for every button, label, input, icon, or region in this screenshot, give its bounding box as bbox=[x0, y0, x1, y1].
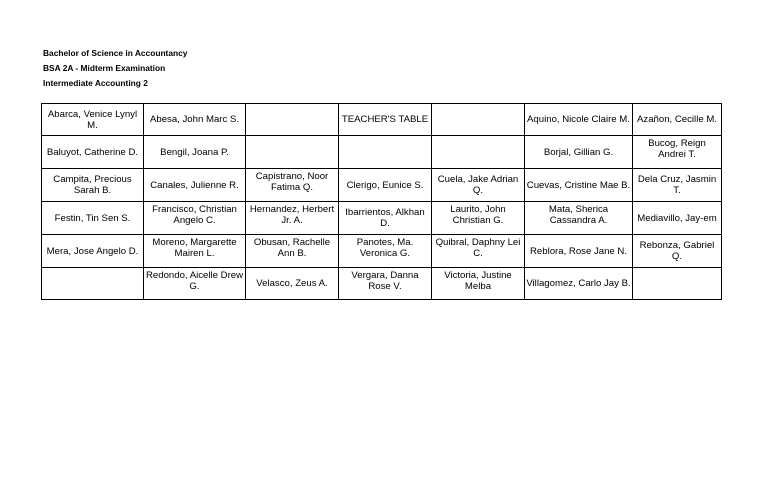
teacher-table-cell: TEACHER'S TABLE bbox=[339, 104, 432, 136]
seat-cell: Francisco, Christian Angelo C. bbox=[144, 202, 246, 235]
seat-cell: Festin, Tin Sen S. bbox=[42, 202, 144, 235]
seat-cell: Aquino, Nicole Claire M. bbox=[525, 104, 633, 136]
seat-cell: Canales, Julienne R. bbox=[144, 169, 246, 202]
seat-cell: Cuevas, Cristine Mae B. bbox=[525, 169, 633, 202]
exam-title: BSA 2A - Midterm Examination bbox=[43, 63, 166, 73]
seat-cell: Reblora, Rose Jane N. bbox=[525, 235, 633, 268]
seat-row bbox=[42, 202, 722, 235]
seat-cell bbox=[633, 268, 722, 300]
seat-cell: Mera, Jose Angelo D. bbox=[42, 235, 144, 268]
seat-cell: Abarca, Venice Lynyl M. bbox=[42, 104, 144, 136]
seat-cell bbox=[246, 104, 339, 136]
seat-cell bbox=[42, 268, 144, 300]
seat-cell: Clerigo, Eunice S. bbox=[339, 169, 432, 202]
seat-row bbox=[42, 235, 722, 268]
seat-cell: Bucog, Reign Andrei T. bbox=[633, 136, 722, 169]
seat-cell: Cuela, Jake Adrian Q. bbox=[432, 169, 525, 202]
program-title: Bachelor of Science in Accountancy bbox=[43, 48, 188, 58]
seat-cell: Villagomez, Carlo Jay B. bbox=[525, 268, 633, 300]
seat-cell: Bengil, Joana P. bbox=[144, 136, 246, 169]
document-header bbox=[43, 46, 187, 91]
seat-cell bbox=[246, 136, 339, 169]
seat-cell: Borjal, Gillian G. bbox=[525, 136, 633, 169]
seat-cell: Abesa, John Marc S. bbox=[144, 104, 246, 136]
seat-cell: Rebonza, Gabriel Q. bbox=[633, 235, 722, 268]
seat-cell: Ibarrientos, Alkhan D. bbox=[339, 202, 432, 235]
seat-cell: Laurito, John Christian G. bbox=[432, 202, 525, 235]
seat-cell: Moreno, Margarette Mairen L. bbox=[144, 235, 246, 268]
seat-cell: Vergara, Danna Rose V. bbox=[339, 268, 432, 300]
seat-cell bbox=[432, 136, 525, 169]
seating-chart-table bbox=[41, 103, 722, 300]
seat-cell: Campita, Precious Sarah B. bbox=[42, 169, 144, 202]
seat-row bbox=[42, 136, 722, 169]
seat-cell bbox=[432, 104, 525, 136]
seat-row bbox=[42, 169, 722, 202]
seat-cell: Obusan, Rachelle Ann B. bbox=[246, 235, 339, 268]
seat-cell: Velasco, Zeus A. bbox=[246, 268, 339, 300]
seat-cell: Hernandez, Herbert Jr. A. bbox=[246, 202, 339, 235]
seat-cell: Victoria, Justine Melba bbox=[432, 268, 525, 300]
seat-cell: Quibral, Daphny Lei C. bbox=[432, 235, 525, 268]
course-title: Intermediate Accounting 2 bbox=[43, 78, 148, 88]
seat-row bbox=[42, 104, 722, 136]
seat-cell: Capistrano, Noor Fatima Q. bbox=[246, 169, 339, 202]
seat-cell: Redondo, Aicelle Drew G. bbox=[144, 268, 246, 300]
seat-cell: Azañon, Cecille M. bbox=[633, 104, 722, 136]
seat-cell: Mediavillo, Jay-em bbox=[633, 202, 722, 235]
seat-cell bbox=[339, 136, 432, 169]
seat-cell: Dela Cruz, Jasmin T. bbox=[633, 169, 722, 202]
seat-row bbox=[42, 268, 722, 300]
seat-cell: Baluyot, Catherine D. bbox=[42, 136, 144, 169]
seat-cell: Mata, Sherica Cassandra A. bbox=[525, 202, 633, 235]
seat-cell: Panotes, Ma. Veronica G. bbox=[339, 235, 432, 268]
